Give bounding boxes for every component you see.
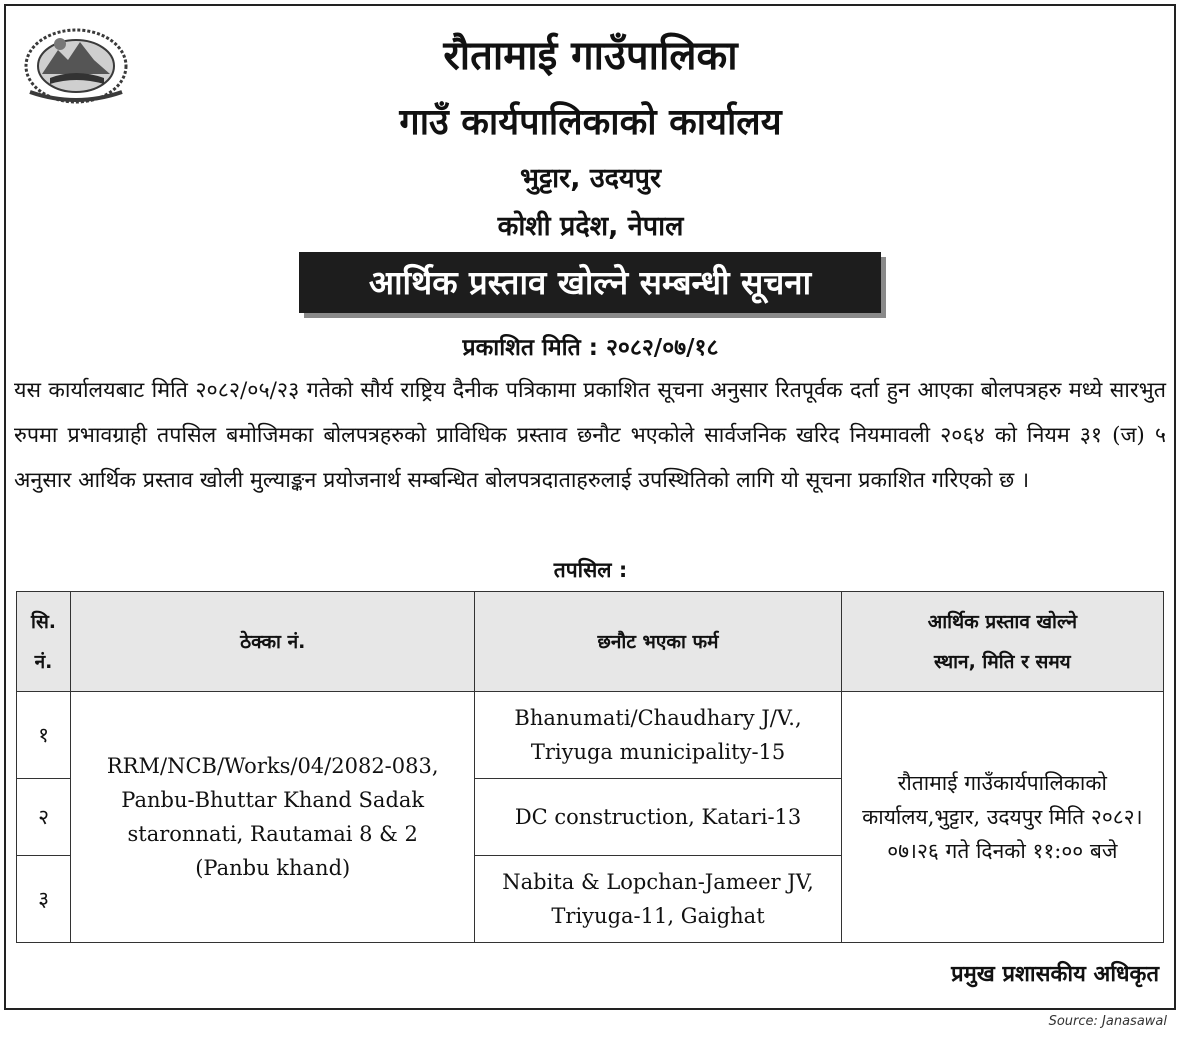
table-row [17,692,1164,779]
header-contract: ठेक्का नं. [71,592,475,692]
contract-number: RRM/NCB/Works/04/2082-083, Panbu-Bhuttar Khand Sadak staronnati, Rautamai 8 & 2 (Panbu khand) [71,692,475,943]
header-venue [841,592,1163,692]
row-sn: १ [17,692,71,779]
row-sn: २ [17,779,71,856]
province-country: कोशी प्रदेश, नेपाल [497,211,684,242]
schedule-label: तपसिल : [553,558,628,582]
notice-title: आर्थिक प्रस्ताव खोल्ने सम्बन्धी सूचना [299,252,881,313]
signatory: प्रमुख प्रशासकीय अधिकृत [951,962,1159,987]
published-date: प्रकाशित मिति : २०८२/०७/१८ [462,335,719,361]
row-sn: ३ [17,856,71,943]
org-name: रौतामाई गाउँपालिका [443,33,738,79]
source-credit: Source: Janasawal [1048,1014,1167,1029]
opening-venue-time: रौतामाई गाउँकार्यपालिकाको कार्यालय,भुट्टार, उदयपुर मिति २०८२।०७।२६ गते दिनको ११:०० बजे [841,692,1163,943]
header-sn: सि. नं. [17,592,71,692]
header-venue-line1: आर्थिक प्रस्ताव खोल्ने [927,610,1078,633]
header-firm: छनौट भएका फर्म [475,592,841,692]
notice-body: यस कार्यालयबाट मिति २०८२/०५/२३ गतेको सौर्य राष्ट्रिय दैनीक पत्रिकामा प्रकाशित सूचना अनुसार रितपूर्वक दर्ता हुन आएका बोलपत्रहरु मध्ये सारभुत रुपमा प्रभावग्राही तपसिल बमोजिमका बोलपत्रहरुको प्राविधिक प्रस्ताव छनौट भएकोले सार्वजनिक खरिद नियमावली २०६४ को नियम ३१ (ज) ५ अनुसार आर्थिक प्रस्ताव खोली मुल्याङ्कन प्रयोजनार्थ सम्बन्धित बोलपत्रदाताहरुलाई उपस्थितिको लागि यो सूचना प्रकाशित गरिएको छ । [14,378,1166,493]
office-name: गाउँ कार्यपालिकाको कार्यालय [399,102,782,143]
table-header-row [17,592,1164,692]
firm-name: Bhanumati/Chaudhary J/V., Triyuga municipality-15 [475,692,841,779]
tender-table [16,591,1164,943]
firm-name: DC construction, Katari-13 [475,779,841,856]
firm-name: Nabita & Lopchan-Jameer JV, Triyuga-11, Gaighat [475,856,841,943]
office-location: भुट्टार, उदयपुर [519,163,662,194]
header-venue-line2: स्थान, मिति र समय [933,650,1071,673]
